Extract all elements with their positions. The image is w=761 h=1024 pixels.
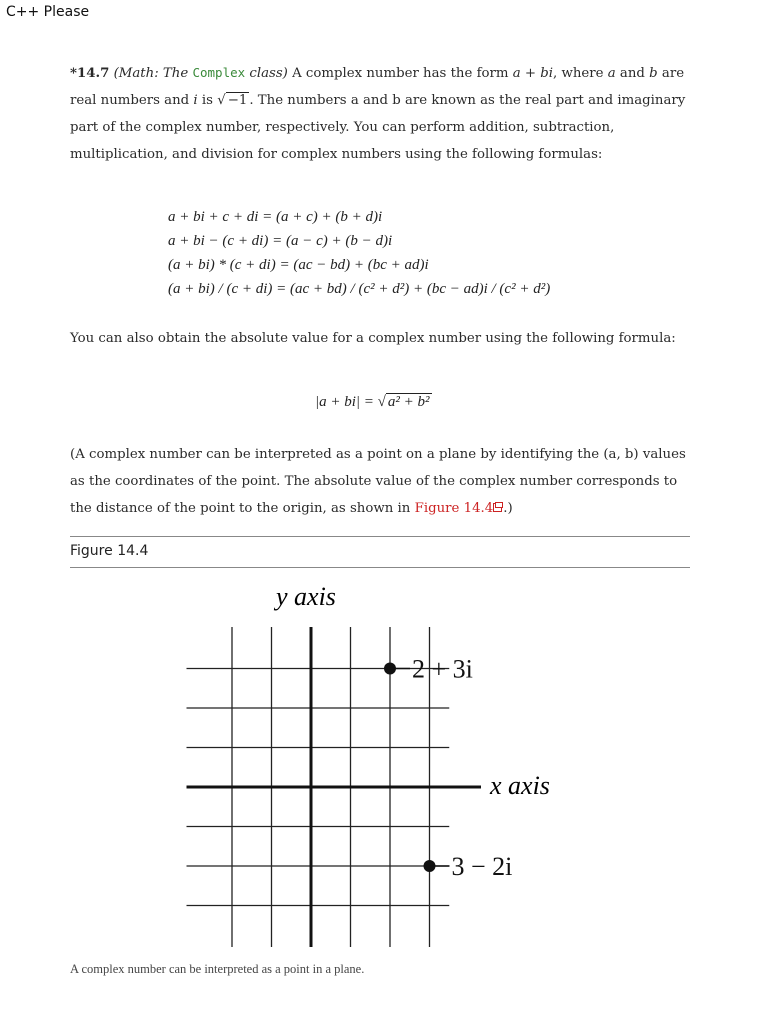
figure-link[interactable]: Figure 14.4 [414, 501, 494, 516]
interpretation-line-3-text: the distance of the point to the origin, as shown in [70, 501, 411, 516]
sqrt-radicand: −1 [227, 93, 248, 108]
formula-multiplication: (a + bi) * (c + di) = (ac − bd) + (bc + ad)i [168, 257, 429, 273]
absolute-value-text: You can also obtain the absolute value for a complex number using the following formula: [70, 331, 676, 346]
problem-number: *14.7 [70, 66, 110, 81]
line2-end: . The numbers a and b are known as the real part and imaginary [249, 93, 686, 108]
is-text: is [201, 93, 213, 108]
formula-division: (a + bi) / (c + di) = (ac + bd) / (c² + d²) + (bc − ad)i / (c² + d²) [168, 281, 551, 297]
interpretation-line-1: (A complex number can be interpreted as a point on a plane by identifying the (a, b) values [70, 447, 686, 462]
intro-where: , where [553, 66, 604, 81]
formula-addition: a + bi + c + di = (a + c) + (b + d)i [168, 209, 383, 225]
are-text: are [661, 66, 685, 81]
abs-radicand: a² + b² [387, 394, 430, 410]
figure-caption: A complex number can be interpreted as a point in a plane. [70, 962, 365, 976]
abs-sqrt-symbol: √ [377, 394, 386, 410]
abs-formula-left: |a + bi| = [315, 394, 374, 410]
x-axis-label: x axis [490, 771, 550, 800]
problem-topic-suffix: class) [249, 66, 288, 81]
line2-start: real numbers and [70, 93, 190, 108]
y-axis-label: y axis [276, 582, 336, 611]
formula-subtraction: a + bi − (c + di) = (a − c) + (b − d)i [168, 233, 393, 249]
interpretation-line-3-end: .) [503, 501, 513, 516]
data-point-label-2: 3 − 2i [451, 852, 513, 881]
var-b: b [649, 66, 658, 81]
problem-topic-prefix: (Math: The [113, 66, 189, 81]
data-points [384, 655, 512, 882]
var-i: i [193, 93, 198, 108]
data-point-label-1: 2 + 3i [412, 654, 473, 684]
complex-class-name: Complex [192, 65, 246, 80]
intro-text: A complex number has the form [292, 66, 509, 81]
problem-line-4: multiplication, and division for complex numbers using the following formulas: [70, 147, 603, 162]
sqrt-symbol: √ [217, 93, 226, 108]
var-a: a [607, 66, 616, 81]
figure-label: Figure 14.4 [70, 543, 149, 559]
and-text: and [619, 66, 645, 81]
page-header-title: C++ Please [6, 4, 90, 20]
problem-line-3: part of the complex number, respectively. You can perform addition, subtraction, [70, 120, 615, 135]
complex-form: a + bi [512, 66, 554, 81]
interpretation-line-2: as the coordinates of the point. The absolute value of the complex number corresponds to [70, 474, 678, 489]
